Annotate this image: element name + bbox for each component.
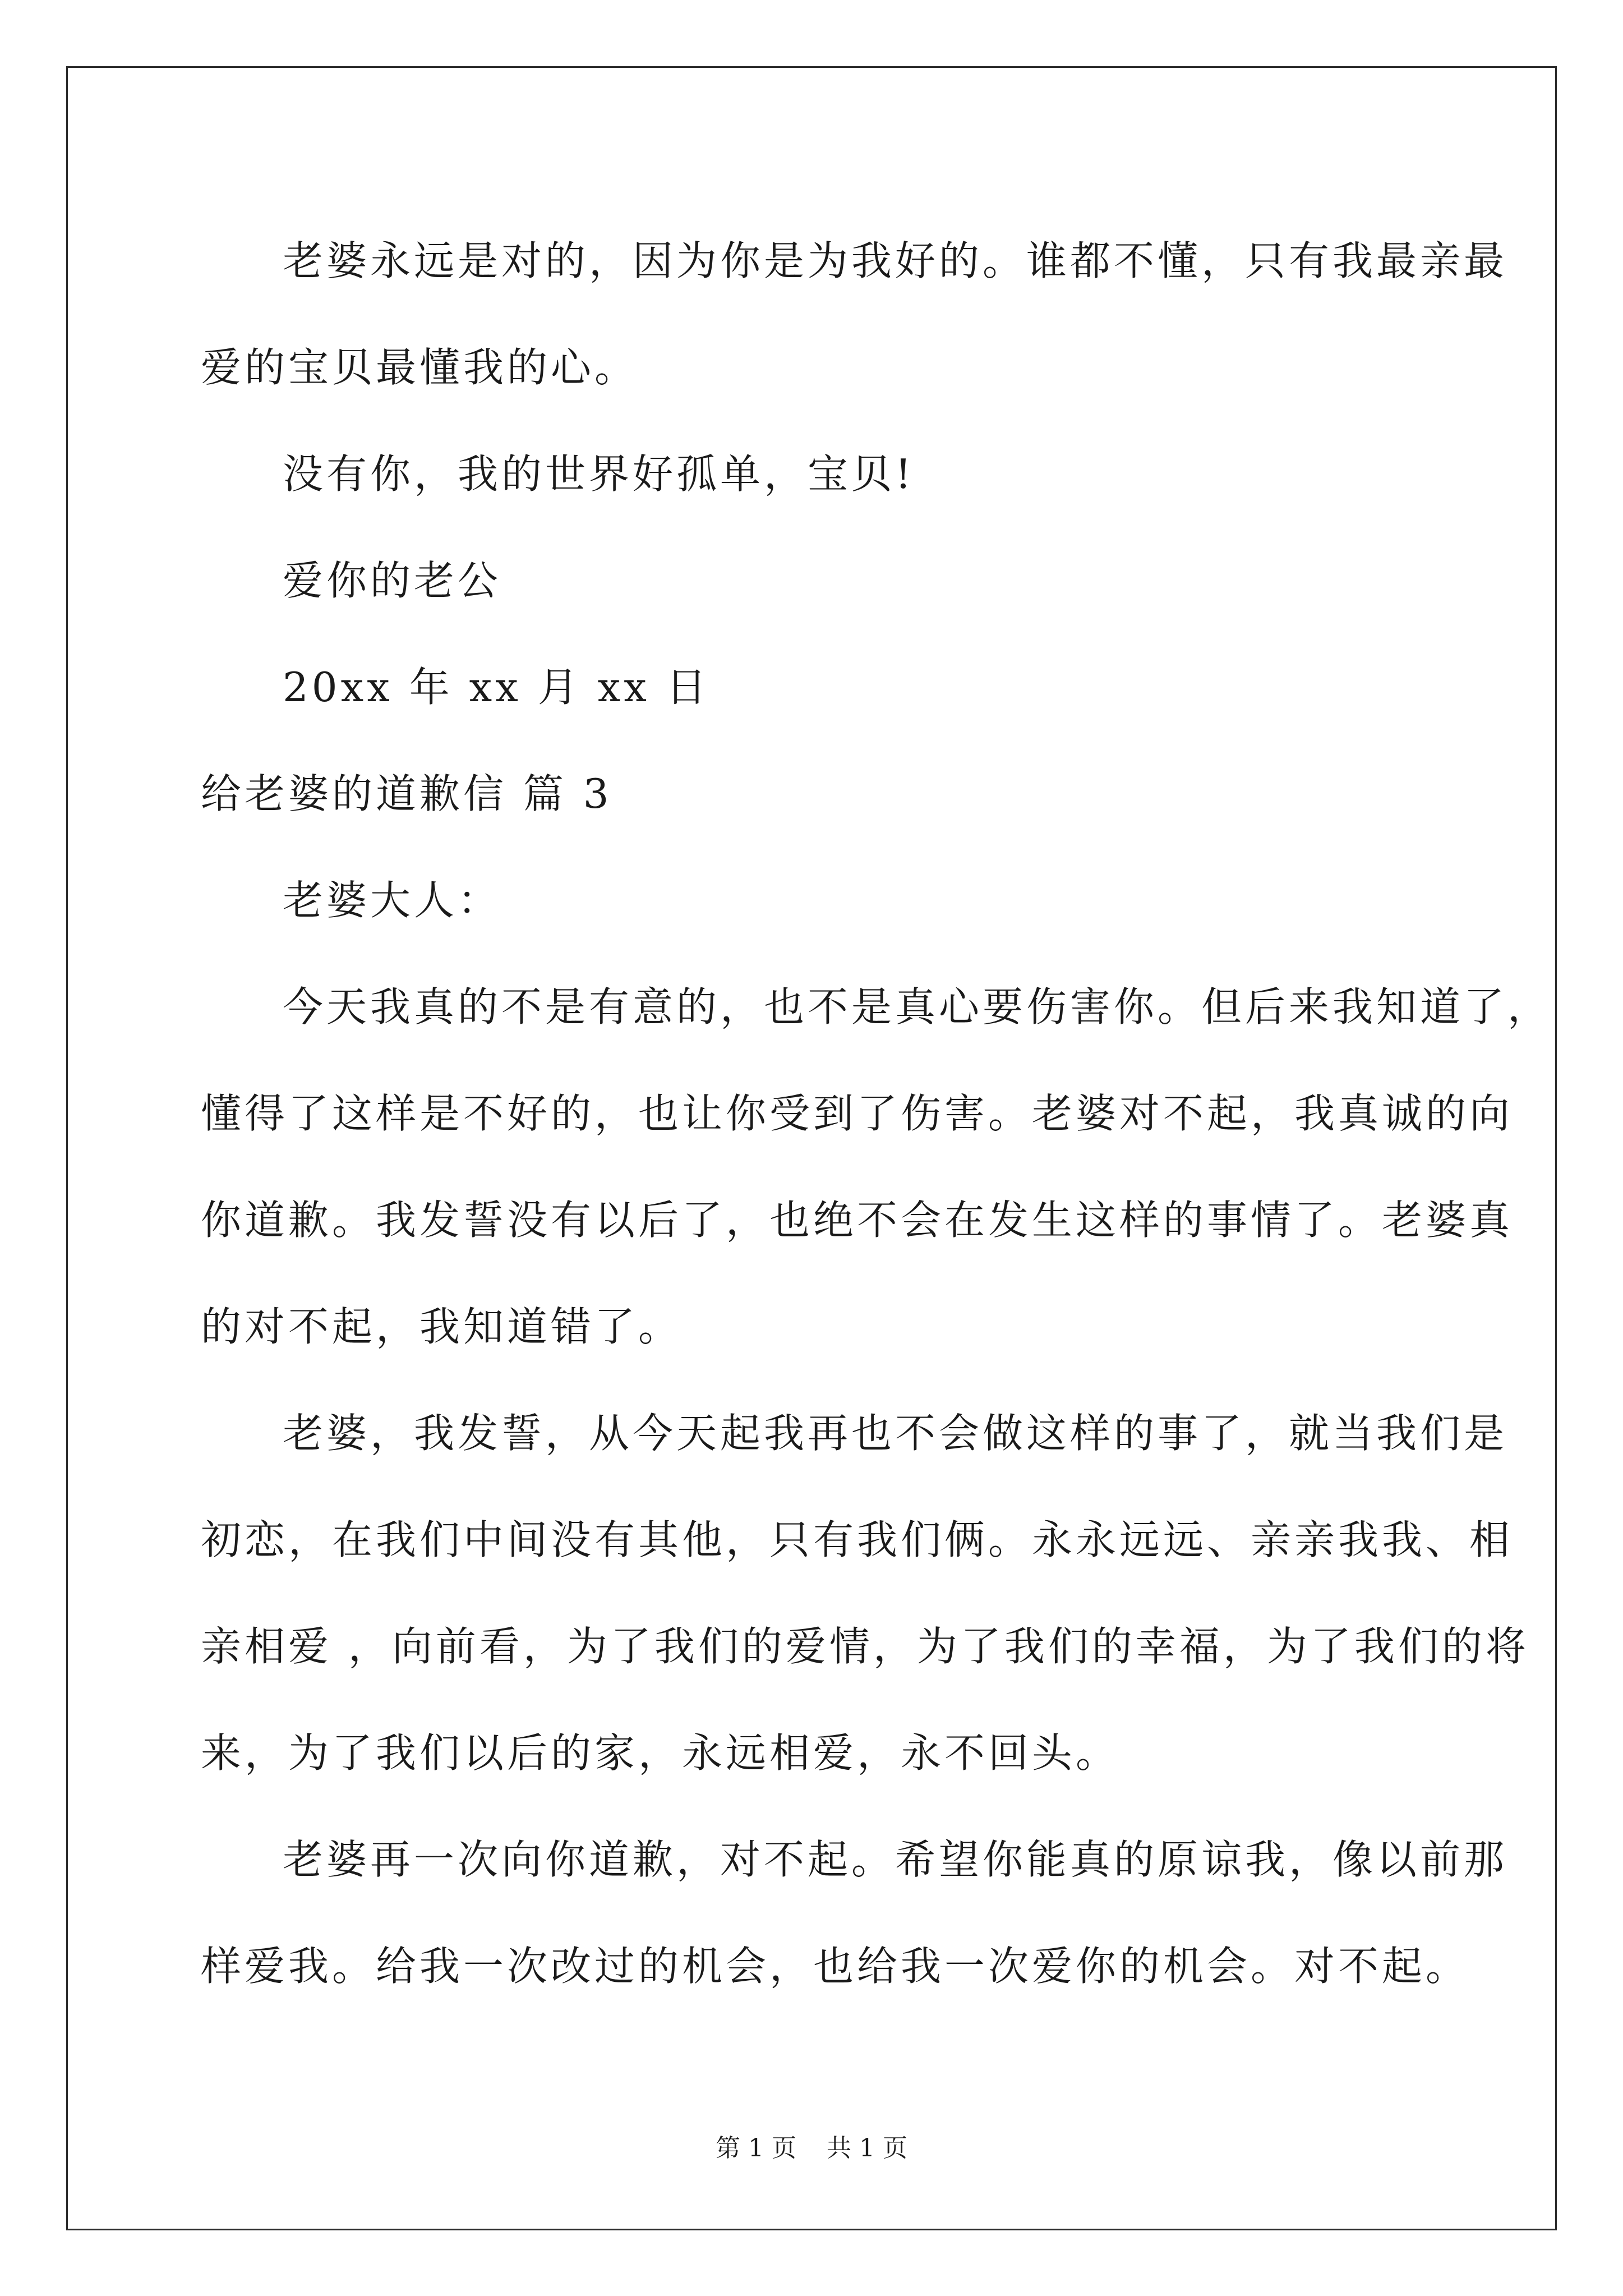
paragraph-line: 的对不起，我知道错了。 (201, 1303, 683, 1350)
page-number: 第 1 页 (716, 2134, 796, 2162)
paragraph-line: 今天我真的不是有意的，也不是真心要伤害你。但后来我知道了， (283, 983, 1552, 1030)
paragraph-line: 老婆，我发誓，从今天起我再也不会做这样的事了，就当我们是 (283, 1410, 1508, 1457)
document-body (201, 208, 1552, 2019)
paragraph-line: 亲相爱 ，向前看，为了我们的爱情，为了我们的幸福，为了我们的将 (201, 1623, 1529, 1670)
signature-line: 爱你的老公 (283, 557, 502, 604)
page-footer (0, 2132, 1623, 2165)
page-total: 共 1 页 (827, 2134, 907, 2162)
section-heading: 给老婆的道歉信 篇 3 (201, 770, 612, 817)
paragraph-line: 样爱我。给我一次改过的机会，也给我一次爱你的机会。对不起。 (201, 1943, 1470, 1990)
paragraph-line: 懂得了这样是不好的，也让你受到了伤害。老婆对不起，我真诚的向 (201, 1090, 1514, 1137)
paragraph-line: 老婆再一次向你道歉，对不起。希望你能真的原谅我，像以前那 (283, 1836, 1508, 1883)
paragraph-line: 来，为了我们以后的家，永远相爱，永不回头。 (201, 1729, 1120, 1777)
paragraph-line: 初恋，在我们中间没有其他，只有我们俩。永永远远、亲亲我我、相 (201, 1516, 1514, 1563)
paragraph-line: 爱的宝贝最懂我的心。 (201, 344, 639, 391)
salutation-line: 老婆大人： (283, 877, 502, 924)
paragraph-line: 没有你，我的世界好孤单，宝贝! (283, 450, 915, 498)
paragraph-line: 你道歉。我发誓没有以后了，也绝不会在发生这样的事情了。老婆真 (201, 1197, 1514, 1244)
date-line: 20xx 年 xx 月 xx 日 (283, 664, 710, 711)
paragraph-line: 老婆永远是对的，因为你是为我好的。谁都不懂，只有我最亲最 (283, 237, 1508, 284)
